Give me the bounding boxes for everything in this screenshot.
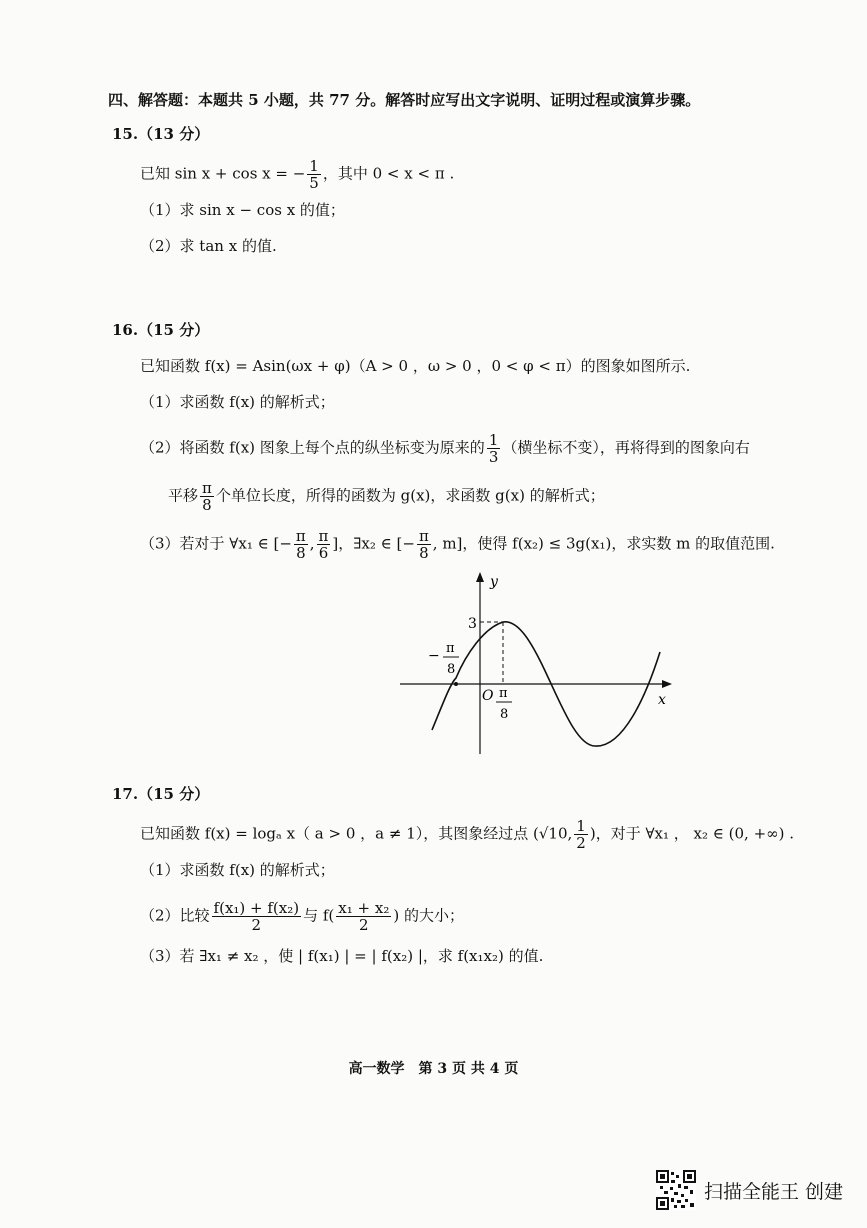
q16-p3-frac1: [294, 528, 308, 561]
q15-frac-num: 1: [309, 157, 319, 175]
q17-part1: （1）求函数 f(x) 的解析式；: [140, 861, 335, 879]
q17-part2: [140, 900, 464, 933]
q17-p2-frac1: [212, 900, 302, 933]
watermark-text: 扫描全能王 创建: [703, 1180, 843, 1203]
q16-p2-frac-den: 3: [488, 448, 499, 466]
sine-graph: [398, 566, 683, 758]
q17-p2-den: 2: [251, 916, 262, 934]
q16-score: （15 分）: [138, 321, 210, 339]
q17-frac-den: 2: [576, 834, 586, 852]
left-tick-num: π: [446, 641, 455, 656]
q16-p2c-a: 平移: [168, 486, 199, 505]
q15-stmt-b: ，其中 0 < x < π .: [322, 164, 455, 183]
q17-p2-den2: 2: [359, 916, 369, 934]
origin-label: O: [482, 688, 494, 704]
right-tick-den: 8: [500, 707, 509, 722]
q16-p3-a: （3）若对于 ∀x₁ ∈ [−: [140, 534, 292, 553]
q16-part2: [140, 432, 750, 465]
y-axis-arrow: [476, 572, 484, 582]
q17-p2-c: ) 的大小；: [393, 906, 464, 925]
q17-p2-a: （2）比较: [140, 906, 210, 925]
peak-label: 3: [468, 616, 477, 632]
q15-statement: [140, 158, 454, 191]
q15-score: （13 分）: [138, 125, 210, 143]
q16-p2c-b: 个单位长度，所得的函数为 g(x)，求函数 g(x) 的解析式；: [215, 486, 605, 505]
q16-p2-fraction: [487, 432, 501, 465]
q16-p2-a: （2）将函数 f(x) 图象上每个点的纵坐标变为原来的: [140, 438, 485, 457]
q16-p3-d1: 8: [296, 544, 306, 562]
q15-number: 15.: [112, 125, 139, 143]
q16-p3-n2: π: [318, 527, 329, 545]
q16-p3-frac2: [317, 528, 331, 561]
q15-frac-den: 5: [309, 174, 319, 192]
q16-part2-cont: [168, 480, 605, 513]
q17-header: [112, 782, 209, 806]
x-axis-arrow: [662, 680, 672, 688]
q16-p2-b: （横坐标不变），再将得到的图象向右: [502, 438, 750, 457]
x-label: x: [658, 692, 666, 708]
q15-header: [112, 122, 209, 146]
q16-p3-n1: π: [295, 527, 306, 545]
zero-point: [454, 682, 458, 686]
q15-part1: （1）求 sin x − cos x 的值；: [140, 201, 345, 219]
q17-frac-num: 1: [576, 817, 586, 835]
q17-p2-num2: x₁ + x₂: [338, 899, 390, 917]
q16-p2c-frac-num: π: [202, 479, 212, 497]
section-heading: 四、解答题：本题共 5 小题，共 77 分。解答时应写出文字说明、证明过程或演算步骤。: [108, 91, 701, 109]
left-tick-sign: −: [428, 648, 440, 664]
q17-p2-frac2: [336, 900, 391, 933]
q16-p3-n3: π: [418, 527, 429, 545]
q16-part3: [140, 528, 775, 561]
scanner-watermark: [656, 1170, 843, 1210]
qr-code-icon: [656, 1170, 696, 1210]
q16-p3-b: ]，∃x₂ ∈ [−: [332, 534, 415, 553]
right-tick-num: π: [499, 686, 508, 701]
q17-part3: （3）若 ∃x₁ ≠ x₂ ，使 | f(x₁) | = | f(x₂) |，求 f(x₁x₂) 的值.: [140, 947, 544, 965]
q17-fraction: [574, 818, 588, 851]
left-tick-den: 8: [447, 662, 456, 677]
q16-p2c-fraction: [200, 480, 214, 513]
q16-p3-d2: 6: [318, 544, 329, 562]
page-footer: 高一数学 第 3 页 共 4 页: [348, 1061, 519, 1077]
q15-fraction: [307, 158, 321, 191]
q17-p2-b: 与 f(: [303, 906, 335, 925]
q16-p2c-frac-den: 8: [202, 496, 212, 514]
q16-p3-comma: ,: [309, 534, 315, 553]
q16-p2-frac-num: 1: [488, 431, 499, 449]
q17-stmt-b: )，对于 ∀x₁ ， x₂ ∈ (0, +∞) .: [589, 824, 795, 843]
q17-number: 17.: [112, 785, 139, 803]
q16-statement: 已知函数 f(x) = Asin(ωx + φ)（A > 0 ，ω > 0 ，0 < φ < π）的图象如图所示.: [140, 357, 691, 375]
q17-score: （15 分）: [138, 785, 210, 803]
q17-p2-num: f(x₁) + f(x₂): [213, 899, 300, 917]
q17-stmt-a: 已知函数 f(x) = logₐ x（ a > 0 ，a ≠ 1），其图象经过点 (√10,: [140, 824, 573, 843]
q16-part1: （1）求函数 f(x) 的解析式；: [140, 393, 335, 411]
q16-header: [112, 318, 209, 342]
q15-stmt-a: 已知 sin x + cos x = −: [140, 164, 306, 183]
q16-p3-c: , m]，使得 f(x₂) ≤ 3g(x₁)，求实数 m 的取值范围.: [432, 534, 775, 553]
q16-p3-frac3: [417, 528, 431, 561]
q16-number: 16.: [112, 321, 139, 339]
y-label: y: [490, 574, 498, 590]
q17-statement: [140, 818, 794, 851]
q15-part2: （2）求 tan x 的值.: [140, 237, 277, 255]
q16-p3-d3: 8: [419, 544, 429, 562]
